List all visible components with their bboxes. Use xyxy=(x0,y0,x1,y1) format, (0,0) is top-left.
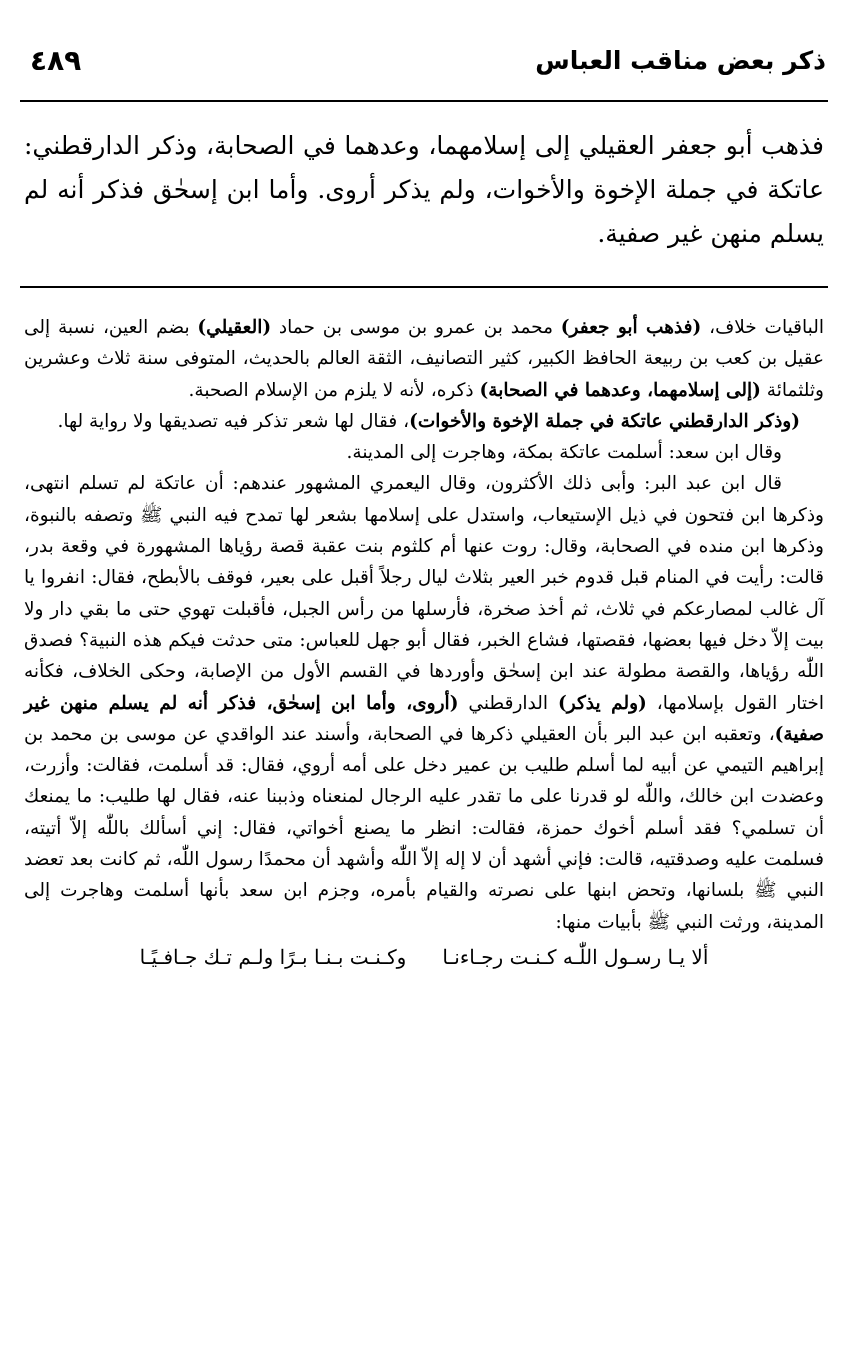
header-rule xyxy=(20,100,828,102)
commentary-paragraph-2 xyxy=(24,406,824,437)
commentary-text: ذكره، لأنه لا يلزم من الإسلام الصحبة. xyxy=(188,379,480,401)
quoted-matn: (ولم يذكر) xyxy=(558,692,647,714)
commentary-text: قال ابن عبد البر: وأبى ذلك الأكثرون، وقال اليعمري المشهور عندهم: أن عاتكة لم تسلم انتهى، وذكرها ابن فتحون في ذيل الإستيعاب، واستدل على إسلامها بشعر لها تمدح فيه النبي ﷺ وتصفه بالنبوة، وذكرها ابن منده في الصحابة، وقال: روت عنها أم كلثوم بنت عقبة قصة رؤياها المشهورة في وقعة بدر، قالت: رأيت في المنام قبل قدوم خبر العير بثلاث ليال رجلاً أقبل على بعير، فوقف بالأبطح، فقال: انفروا يا آل غالب لمصارعكم في ثلاث، ثم أخذ صخرة، فأرسلها من رأس الجبل، فأقبلت تهوي حتى ما بقي دار ولا بيت إلاّ دخل فيها بعضها، فقصتها، فشاع الخبر، فقال أبو جهل للعباس: متى حدثت فيكم هذه النبية؟ فصدق اللّٰه رؤياها، والقصة مطولة عند ابن إسحٰق وأوردها في القسم الأول من الإصابة، وحكى الخلاف، فكأنه اختار القول بإسلامها، xyxy=(24,473,824,714)
main-text-block xyxy=(24,124,824,256)
main-text-paragraph: فذهب أبو جعفر العقيلي إلى إسلامهما، وعدهما في الصحابة، وذكر الدارقطني: عاتكة في جملة الإخوة والأخوات، ولم يذكر أروى. وأما ابن إسحٰق فذكر أنه لم يسلم منهن غير صفية. xyxy=(24,131,824,248)
quoted-matn: (إلى إسلامهما، وعدهما في الصحابة) xyxy=(479,379,761,401)
commentary-paragraph-3: وقال ابن سعد: أسلمت عاتكة بمكة، وهاجرت إلى المدينة. xyxy=(346,442,782,464)
poetry-verse xyxy=(24,942,824,973)
commentary-text: بضم العين، نسبة إلى عقيل بن كعب بن ربيعة الحافظ الكبير، كثير التصانيف، الثقة العالم بالحديث، المتوفى سنة ثلاث وعشرين وثلثمائة xyxy=(24,317,824,401)
commentary-paragraph-1 xyxy=(24,312,824,406)
commentary-text: الباقيات خلاف، xyxy=(701,317,825,338)
running-title: ذكر بعض مناقب العباس xyxy=(535,46,826,75)
commentary-paragraph-4 xyxy=(24,468,824,937)
page-header xyxy=(20,44,826,96)
commentary-text: محمد بن عمرو بن موسى بن حماد xyxy=(271,317,561,338)
verse-first-hemistich: ألا يـا رسـول اللّٰـه كـنـت رجـاءنـا xyxy=(442,944,709,969)
quoted-matn: (فذهب أبو جعفر) xyxy=(560,317,702,338)
page-number: ٤٨٩ xyxy=(30,44,82,77)
commentary-text: ، فقال لها شعر تذكر فيه تصديقها ولا رواية لها. xyxy=(57,410,410,432)
commentary-text: الدارقطني xyxy=(458,692,558,714)
quoted-matn: (وذكر الدارقطني عاتكة في جملة الإخوة والأخوات) xyxy=(409,410,800,432)
quoted-matn: (أروى، وأما ابن إسحٰق، فذكر أنه لم يسلم منهن غير صفية) xyxy=(24,692,824,745)
verse-second-hemistich: وكـنـت بـنـا بـرًا ولـم تـك جـافـيًـا xyxy=(139,944,407,969)
quoted-matn: (العقيلي) xyxy=(197,317,272,338)
commentary-divider xyxy=(20,286,828,288)
commentary-text: ، وتعقبه ابن عبد البر بأن العقيلي ذكرها في الصحابة، وأسند عند الواقدي عن موسى بن محمد بن إبراهيم التيمي عن أبيه لما أسلم طليب بن عمير دخل على أمه أروي، فقال: قد أسلمت، فقالت: وأزرت، وعضدت ابن خالك، واللّٰه لو قدرنا على ما تقدر عليه الرجال لمنعناه وذببنا عنه، فقال لها طليب: ما يمنعك أن تسلمي؟ فقد أسلم أخوك حمزة، فقالت: انظر ما يصنع أخواتي، فقال: إني أسألك باللّٰه إلاّ أتيته، فسلمت عليه وصدقتيه، قالت: فإني أشهد أن لا إله إلاّ اللّٰه وأشهد أن محمدًا رسول اللّٰه، ثم كانت بعد تعضد النبي ﷺ بلسانها، وتحض ابنها على نصرته والقيام بأمره، وجزم ابن سعد بأنها أسلمت وهاجرت إلى المدينة، ورثت النبي ﷺ بأبيات منها: xyxy=(24,723,824,933)
commentary-block xyxy=(24,312,824,973)
